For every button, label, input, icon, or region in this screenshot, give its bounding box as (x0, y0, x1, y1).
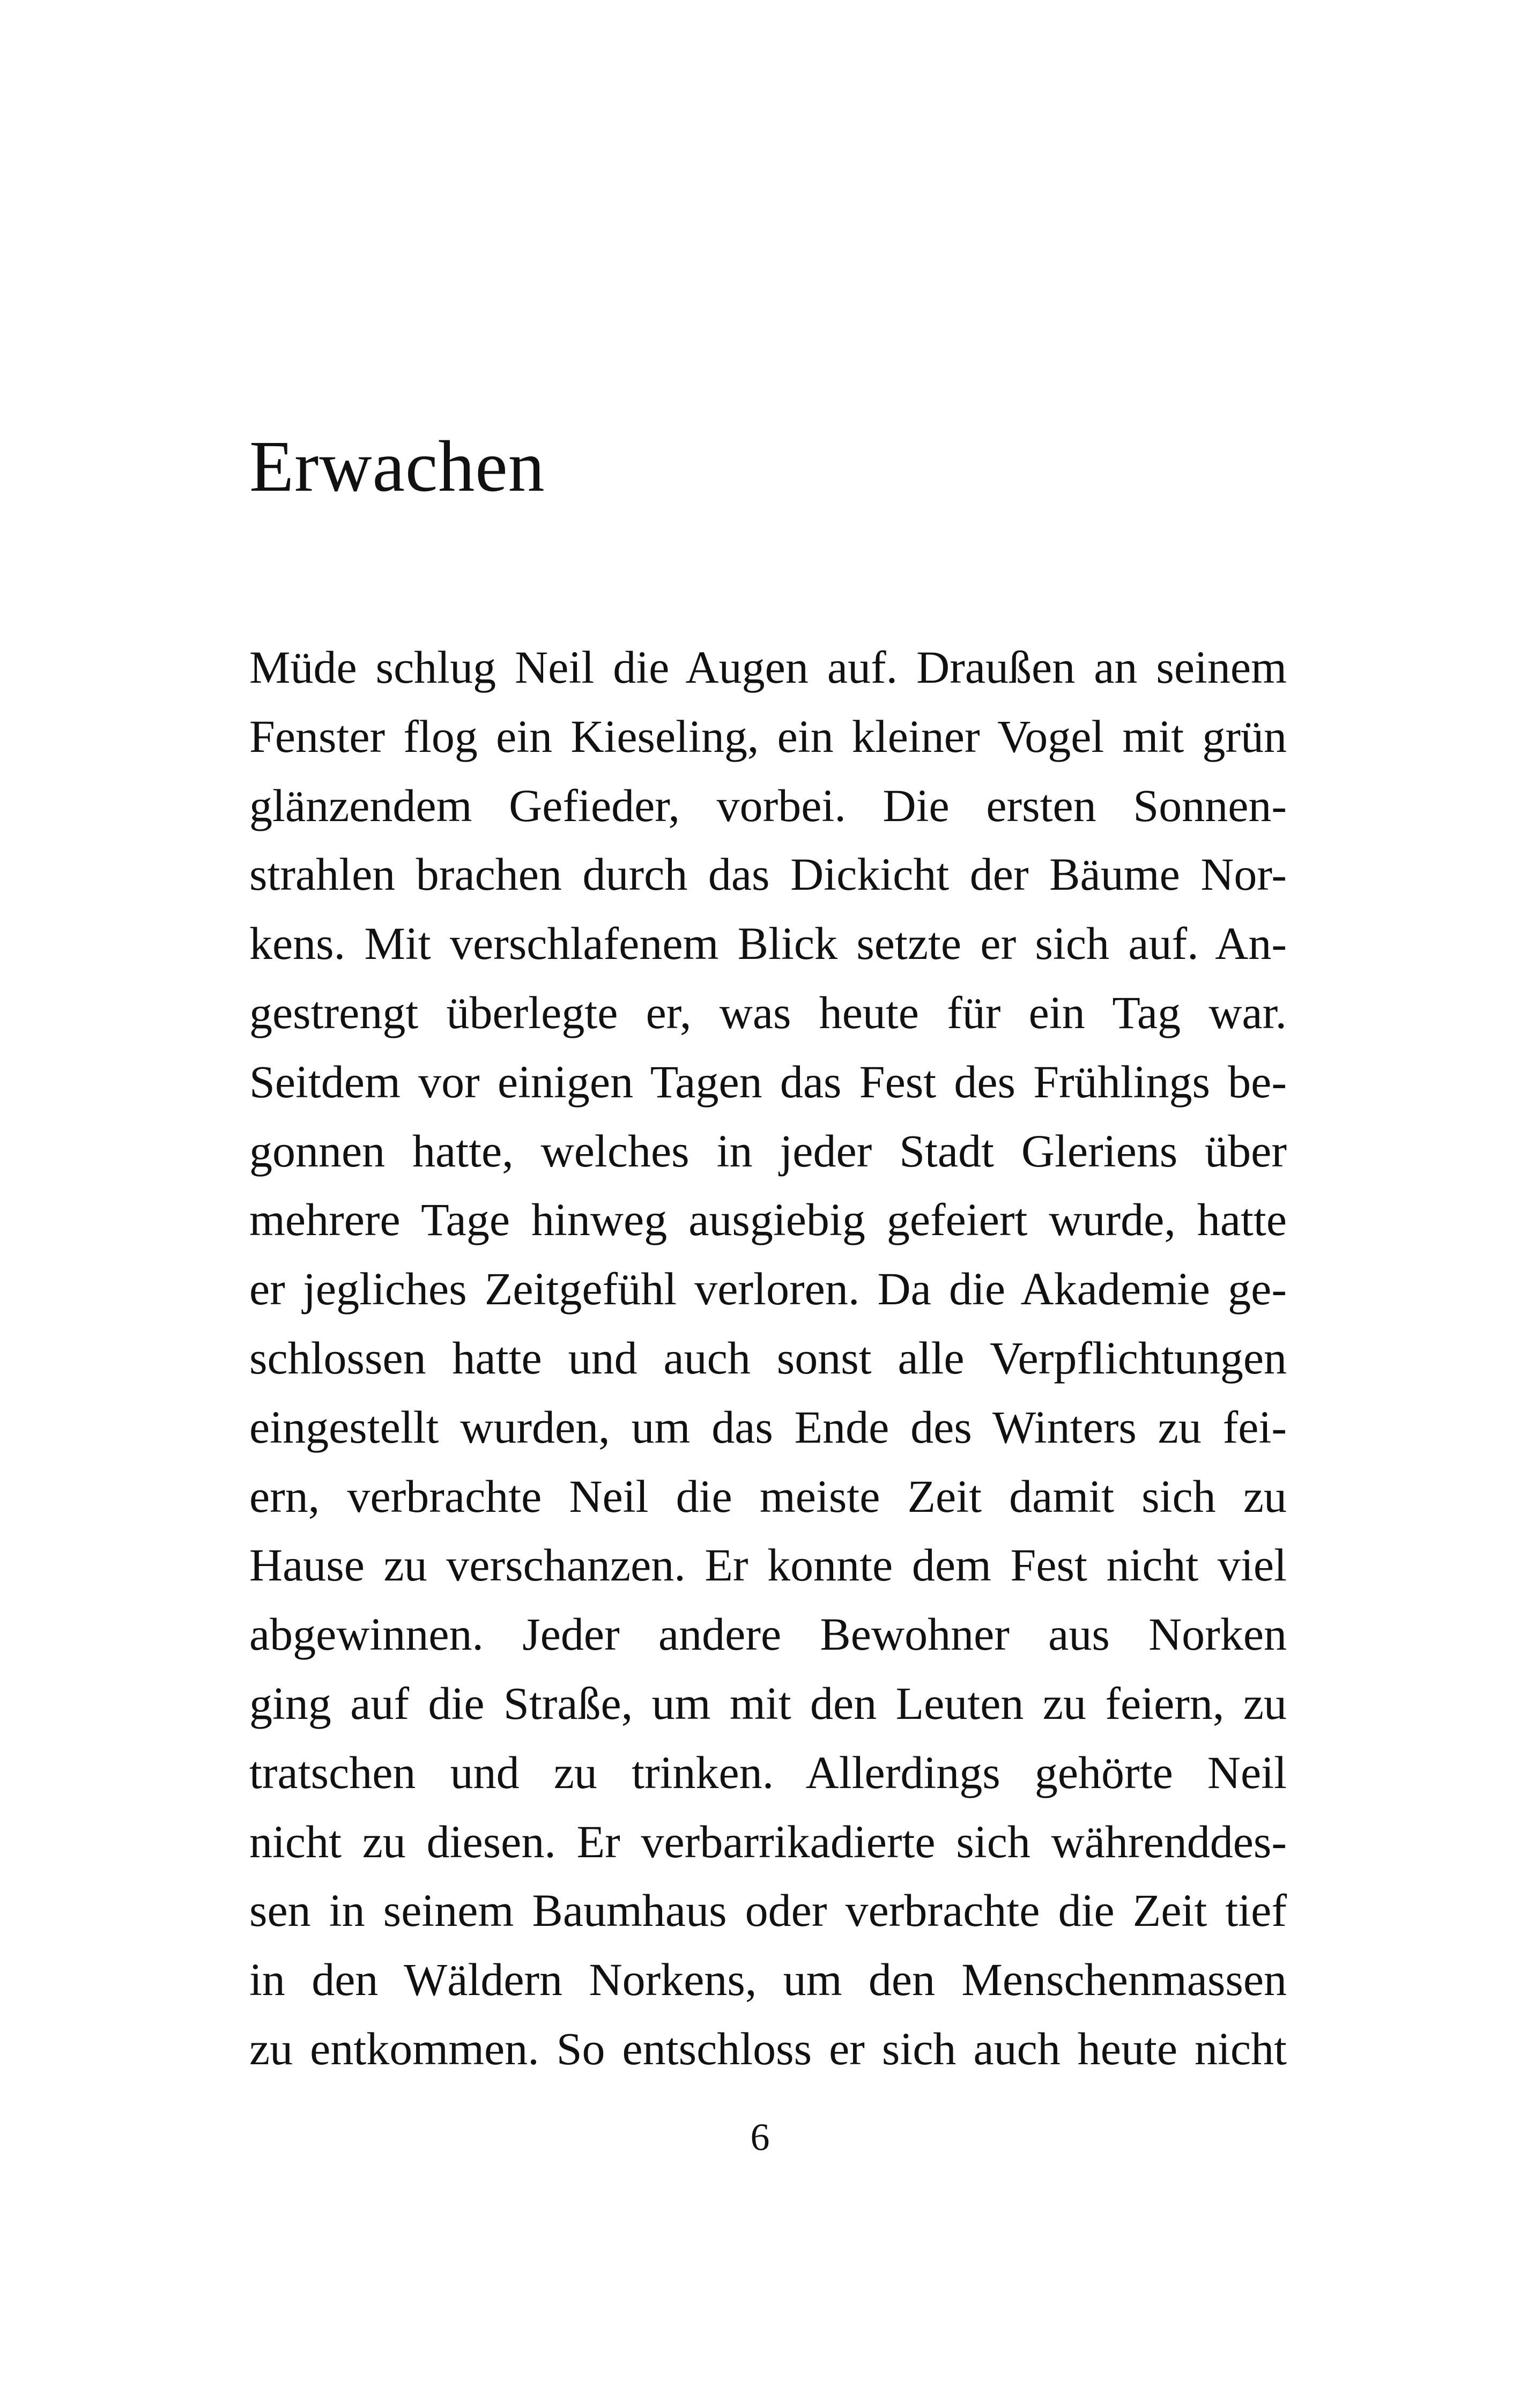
text-line: ging auf die Straße, um mit den Leuten zu feiern, zu (249, 1677, 1287, 1729)
text-line: tratschen und zu trinken. Allerdings gehörte Neil (249, 1746, 1287, 1798)
text-line: gestrengt überlegte er, was heute für ein Tag war. (249, 986, 1287, 1038)
text-line: mehrere Tage hinweg ausgiebig gefeiert wurde, hatte (249, 1194, 1287, 1246)
text-line: Seitdem vor einigen Tagen das Fest des Frühlings be- (249, 1055, 1287, 1107)
body-text (249, 633, 1287, 2084)
text-line: nicht zu diesen. Er verbarrikadierte sich währenddes- (249, 1815, 1287, 1867)
text-line: gonnen hatte, welches in jeder Stadt Gleriens über (249, 1125, 1287, 1177)
text-line: glänzendem Gefieder, vorbei. Die ersten Sonnen- (249, 779, 1287, 831)
chapter-title: Erwachen (249, 426, 545, 507)
text-line: ern, verbrachte Neil die meiste Zeit damit sich zu (249, 1470, 1287, 1522)
text-line: Hause zu verschanzen. Er konnte dem Fest nicht viel (249, 1539, 1287, 1591)
text-line: Müde schlug Neil die Augen auf. Draußen an seinem (249, 641, 1287, 693)
text-line: strahlen brachen durch das Dickicht der Bäume Nor- (249, 848, 1287, 900)
text-line: zu entkommen. So entschloss er sich auch heute nicht (249, 2022, 1287, 2074)
text-line: er jegliches Zeitgefühl verloren. Da die Akademie ge- (249, 1263, 1287, 1315)
text-line: Fenster flog ein Kieseling, ein kleiner Vogel mit grün (249, 710, 1287, 762)
text-line: in den Wäldern Norkens, um den Menschenmassen (249, 1954, 1287, 2006)
text-line: eingestellt wurden, um das Ende des Winters zu fei- (249, 1401, 1287, 1453)
text-line: schlossen hatte und auch sonst alle Verpflichtungen (249, 1332, 1287, 1384)
page-number: 6 (750, 2116, 770, 2159)
text-line: abgewinnen. Jeder andere Bewohner aus Norken (249, 1608, 1287, 1660)
text-line: sen in seinem Baumhaus oder verbrachte die Zeit tief (249, 1885, 1287, 1937)
text-line: kens. Mit verschlafenem Blick setzte er sich auf. An- (249, 918, 1287, 970)
